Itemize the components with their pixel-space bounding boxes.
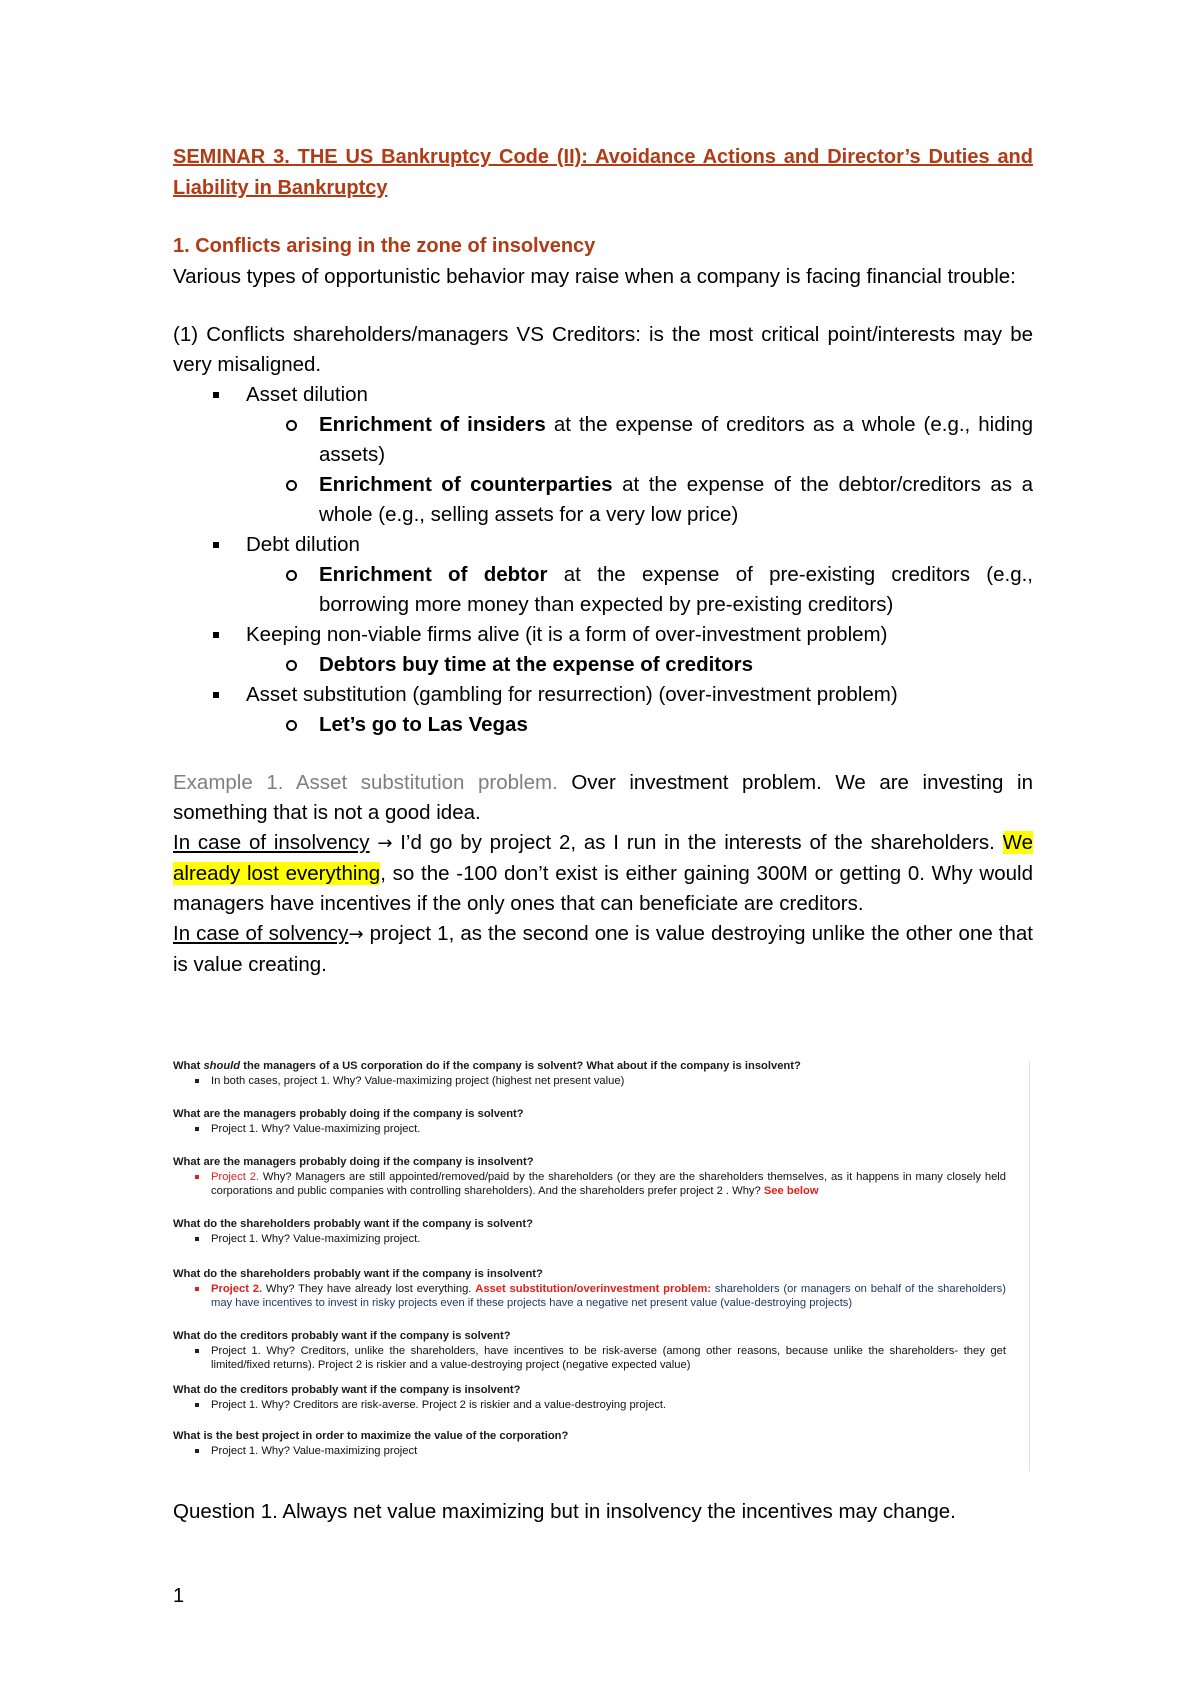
sub-bullet-text: at the expense of creditors as a whole (e.g., hiding assets): [319, 413, 1033, 466]
sub-bullet-text: at the expense of the debtor/creditors as a whole (e.g., selling assets for a very low price): [319, 473, 1033, 526]
highlighted-text: We already lost everything: [173, 831, 1033, 885]
insolvency-label: In case of insolvency: [173, 831, 370, 854]
arrow-icon: →: [348, 924, 364, 945]
qa-block: [173, 1329, 1018, 1372]
square-bullet-icon: [213, 542, 219, 548]
sub-bullet-list: [246, 560, 1033, 620]
square-bullet-icon: [213, 632, 219, 638]
sub-bullet-item: [246, 710, 1033, 740]
qa-block: [173, 1383, 1018, 1412]
section-heading: 1. Conflicts arising in the zone of insolvency: [173, 235, 596, 257]
sub-bullet-list: [246, 710, 1033, 740]
square-bullet-icon: [195, 1349, 199, 1353]
circle-bullet-icon: [286, 570, 297, 581]
sub-bullet-bold: Enrichment of insiders: [319, 413, 546, 436]
qa-question: What do the creditors probably want if the company is solvent?: [173, 1330, 511, 1342]
qa-question: What do the shareholders probably want if the company is solvent?: [173, 1218, 533, 1230]
square-bullet-icon: [213, 392, 219, 398]
conflict-intro: (1) Conflicts shareholders/managers VS Creditors: is the most critical point/interests may be very misaligned.: [173, 323, 1033, 376]
solvency-label: In case of solvency: [173, 922, 349, 945]
bullet-label: Keeping non-viable firms alive (it is a form of over-investment problem): [246, 623, 888, 646]
bullet-item: [173, 620, 1033, 680]
page-title: SEMINAR 3. THE US Bankruptcy Code (II): Avoidance Actions and Director’s Duties and Liability in Bankruptcy: [173, 146, 1033, 199]
square-bullet-icon: [213, 692, 219, 698]
circle-bullet-icon: [286, 420, 297, 431]
sub-bullet-text: at the expense of pre-existing creditors (e.g., borrowing more money than expected by pre-existing creditors): [319, 563, 1033, 616]
bullet-label: Asset dilution: [246, 383, 368, 406]
qa-question: What are the managers probably doing if the company is solvent?: [173, 1108, 524, 1120]
qa-question: What are the managers probably doing if the company is insolvent?: [173, 1156, 534, 1168]
solvency-paragraph: [173, 919, 1033, 980]
qa-answer: [173, 1398, 1018, 1412]
answer-text: In both cases, project 1. Why? Value-maximizing project (highest net present value): [211, 1075, 625, 1087]
bullet-list: [173, 380, 1033, 740]
qa-answer: [173, 1344, 1018, 1372]
sub-bullet-bold: Let’s go to Las Vegas: [319, 713, 528, 736]
bullet-item: [173, 380, 1033, 530]
qa-question: What do the shareholders probably want if the company is insolvent?: [173, 1268, 543, 1280]
qa-question-part: the managers of a US corporation do if the company is solvent? What about if the company is insolvent?: [240, 1060, 801, 1072]
insolvency-text-continued: , so the -100 don’t exist is either gaining 300M or getting 0. Why would managers have incentives if the only ones that can beneficiate are creditors.: [173, 862, 1033, 915]
square-bullet-icon: [195, 1127, 199, 1131]
qa-answer: [173, 1122, 1018, 1136]
qa-block: [173, 1429, 1018, 1458]
answer-text: Why? Managers are still appointed/removed/paid by the shareholders (or they are the shareholders themselves, as it happens in many closely held corporations and public companies with controlling shareholders). And the shareholders prefer project 2 . Why?: [211, 1171, 1006, 1197]
qa-question: [173, 1059, 1018, 1073]
sub-bullet-item: [246, 650, 1033, 680]
qa-question: What do the creditors probably want if the company is insolvent?: [173, 1384, 521, 1396]
qa-answer: [173, 1444, 1018, 1458]
bullet-label: Debt dilution: [246, 533, 360, 556]
qa-block: [173, 1107, 1018, 1136]
section-intro: Various types of opportunistic behavior may raise when a company is facing financial trouble:: [173, 265, 1016, 288]
qa-answer: [173, 1170, 1018, 1198]
qa-block: [173, 1267, 1018, 1310]
qa-block: [173, 1155, 1018, 1198]
sub-bullet-item: [246, 470, 1033, 530]
page-number: 1: [173, 1585, 185, 1607]
qa-answer: [173, 1074, 1018, 1088]
divider: [1029, 1061, 1030, 1471]
solvency-text: project 1, as the second one is value destroying unlike the other one that is value creating.: [173, 922, 1033, 976]
square-bullet-icon: [195, 1449, 199, 1453]
answer-text: Project 1. Why? Value-maximizing project.: [211, 1233, 421, 1245]
embedded-qa-screenshot: [173, 1059, 1030, 1473]
qa-block: [173, 1059, 1018, 1088]
example-text: Over investment problem. We are investing in something that is not a good idea.: [173, 771, 1033, 824]
qa-question-part: What: [173, 1060, 204, 1072]
circle-bullet-icon: [286, 660, 297, 671]
square-bullet-icon: [195, 1079, 199, 1083]
qa-answer: [173, 1282, 1018, 1310]
insolvency-text: I’d go by project 2, as I run in the interests of the shareholders.: [392, 831, 995, 854]
sub-bullet-item: [246, 560, 1033, 620]
qa-answer: [173, 1232, 1018, 1246]
circle-bullet-icon: [286, 720, 297, 731]
insolvency-paragraph: [173, 828, 1033, 919]
bullet-label: Asset substitution (gambling for resurrection) (over-investment problem): [246, 683, 898, 706]
arrow-icon: →: [377, 833, 393, 854]
question-1: Question 1. Always net value maximizing but in insolvency the incentives may change.: [173, 1499, 956, 1523]
answer-text: Project 1. Why? Value-maximizing project.: [211, 1123, 421, 1135]
sub-bullet-bold: Debtors buy time at the expense of creditors: [319, 653, 754, 676]
answer-link: See below: [763, 1185, 819, 1197]
answer-highlight: Project 2.: [211, 1171, 260, 1183]
sub-bullet-list: [246, 410, 1033, 530]
qa-question: What is the best project in order to maximize the value of the corporation?: [173, 1430, 569, 1442]
example-paragraph: [173, 768, 1033, 828]
square-bullet-icon: [195, 1287, 199, 1291]
page-content: [173, 142, 1033, 980]
bullet-item: [173, 530, 1033, 620]
qa-question-part: should: [203, 1060, 241, 1072]
answer-text: Why? They have already lost everything.: [262, 1283, 476, 1295]
qa-block: [173, 1217, 1018, 1246]
square-bullet-icon: [195, 1237, 199, 1241]
square-bullet-icon: [195, 1403, 199, 1407]
sub-bullet-bold: Enrichment of counterparties: [319, 473, 613, 496]
sub-bullet-list: [246, 650, 1033, 680]
answer-text: Project 1. Why? Creditors are risk-averse. Project 2 is riskier and a value-destroying project.: [211, 1399, 667, 1411]
answer-text-navy: shareholders (or managers on behalf of the shareholders) may have incentives to invest in risky projects even if these projects have a negative net present value (value-destroying projects): [211, 1283, 1006, 1309]
sub-bullet-item: [246, 410, 1033, 470]
square-bullet-icon: [195, 1175, 199, 1179]
bullet-item: [173, 680, 1033, 740]
circle-bullet-icon: [286, 480, 297, 491]
sub-bullet-bold: Enrichment of debtor: [319, 563, 548, 586]
answer-highlight: Project 2.: [211, 1283, 263, 1295]
example-label: Example 1. Asset substitution problem.: [173, 771, 558, 794]
answer-text: Project 1. Why? Value-maximizing project: [211, 1445, 418, 1457]
answer-highlight: Asset substitution/overinvestment problem:: [475, 1283, 712, 1295]
answer-text: Project 1. Why? Creditors, unlike the shareholders, have incentives to be risk-averse (among other reasons, because unlike the shareholders- they get limited/fixed returns). Project 2 is riskier and a value-destroying project (negative expected value): [211, 1345, 1006, 1371]
